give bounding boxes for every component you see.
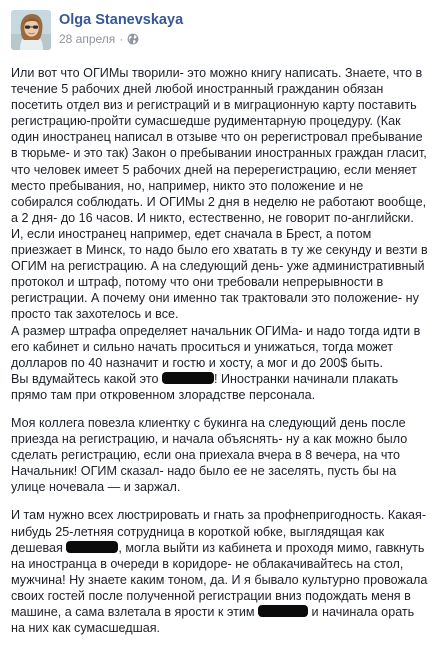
post-text-segment: И там нужно всех люстрировать и гнать за профнепригодность. Какая-нибудь 25-летняя сотрудница в короткой юбке, выглядящая как дешевая (11, 508, 427, 555)
post-paragraph (11, 507, 428, 636)
post-text-segment: Вы вдумайтесь какой это (11, 371, 162, 386)
post-paragraph (11, 65, 428, 403)
author-avatar[interactable] (11, 10, 51, 50)
post-text-segment: Или вот что ОГИМы творили- это можно книгу написать. Знаете, что в течение 5 рабочих дней любой иностранный гражданин обязан посетить отдел виз и регистраций и в миграционную карту поставить регистрацию-пройти сумасшедше рудиментарную процедуру. (Как один иностранец написал в отзыве что он ререгистровал пребывание в тюрьме- и это так) Закон о пребывании иностранных граждан гласит, что человек имеет 5 рабочих дней на перерегистрацию, если меняет место пребывания, но, например, никто это положение и не собирался соблюдать. И ОГИМы 2 дня в неделю не работают вообще, а 2 дня- до 16 часов. И никто, естественно, не говорит по-английски. И, если иностранец например, едет сначала в Брест, а потом приезжает в Минск, то надо было его хватать в ту же секунду и везти в ОГИМ на регистрацию. А на следующий день- уже административный протокол и штраф, потому что они требовали непрерывности в регистрации. А почему они именно так трактовали это положение- ну просто так захотелось и все. (11, 66, 428, 322)
redaction-bar (162, 372, 214, 384)
redaction-bar (258, 605, 308, 617)
author-avatar-image (11, 10, 51, 50)
author-name-link[interactable]: Olga Stanevskaya (59, 12, 184, 28)
post-text-segment: А размер штрафа определяет начальник ОГИМа- и надо тогда идти в его кабинет и сильно начать проситься и унижаться, тогда может долларов по 40 назначит и гостю и хосту, а мог и до 200$ быть. (11, 323, 421, 370)
post-text-segment: , могла выйти из кабинета и проходя мимо, гавкнуть на иностранца в очереди в коридоре- не облакачивайтесь на стол, мужчина! Ну знаете каким тоном, да. И я бывало культурно провожала своих гостей после полученной регистрации вниз подождать меня в машине, а сама взлетала в ярости к этим (11, 540, 428, 619)
post-paragraph (11, 415, 428, 495)
meta-separator: · (119, 32, 124, 46)
post-meta (59, 10, 183, 47)
redaction-bar (66, 541, 118, 553)
post-text-segment: ! Иностранки начинали плакать прямо там при откровенном злорадстве персонала. (11, 371, 399, 402)
post-date-link[interactable]: 28 апреля (59, 32, 116, 46)
post-header (10, 10, 430, 68)
post-meta-row (59, 31, 183, 47)
post-text-segment: и начинала орать на них как сумасшедшая. (11, 605, 415, 636)
post-body (10, 65, 430, 636)
globe-icon[interactable] (127, 33, 139, 45)
post-text-segment: Моя коллега повезла клиентку с букинга на следующий день после приезда на регистрацию, и начала объяснять- ну а как можно было сделать регистрацию, если она приехала вчера в 8 вечера, на что Начальник! ОГИМ сказал- надо было ее не заселять, пусть бы на улице ночевала — и заржал. (11, 415, 408, 495)
